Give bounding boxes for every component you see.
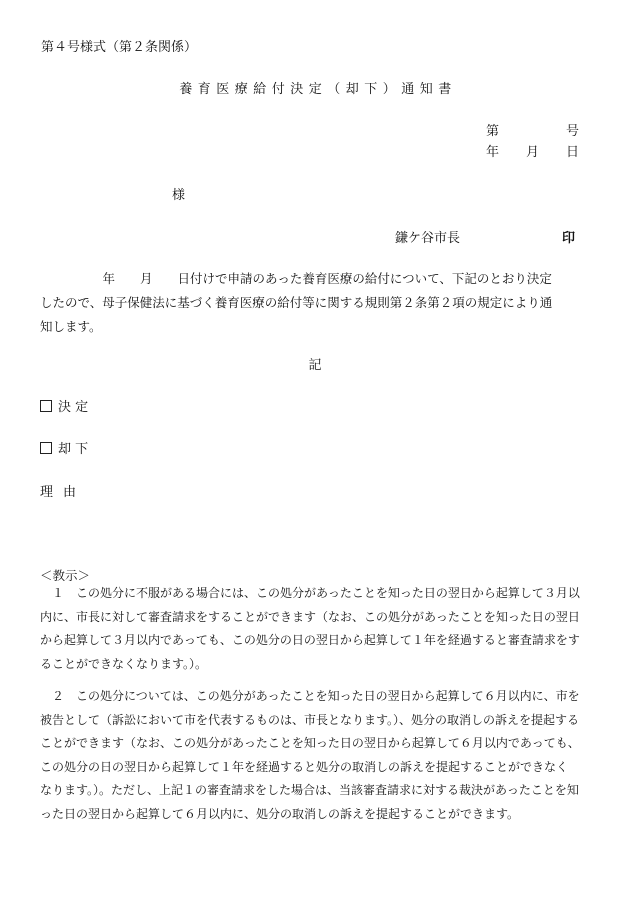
decision-option: [40, 396, 88, 415]
body-line: したので、母子保健法に基づく養育医療の給付等に関する規則第２条第２項の規定により通: [40, 295, 553, 310]
rejection-checkbox[interactable]: [40, 442, 52, 454]
record-heading: 記: [308, 358, 322, 373]
notice-item-1: [40, 582, 588, 676]
notice-line: ２ この処分については、この処分があったことを知った日の翌日から起算して６月以内に、市を: [40, 689, 580, 703]
notice-line: った日の翌日から起算して６月以内に、処分の取消しの訴えを提起することができます。: [40, 806, 520, 821]
notice-item-2: [40, 685, 588, 826]
notice-line: ることができなくなります。）。: [40, 656, 208, 671]
document-number-prefix: 第: [486, 124, 500, 139]
notice-line: １ この処分に不服がある場合には、この処分があったことを知った日の翌日から起算して３月以: [40, 586, 580, 600]
document-number-suffix: 号: [566, 124, 580, 139]
date-day-label: 日: [566, 145, 580, 160]
body-line: 知します。: [40, 319, 102, 334]
document-title: 養育医療給付決定（却下）通知書: [179, 82, 457, 97]
body-line: 年 月 日付けで申請のあった養育医療の給付について、下記のとおり決定: [40, 271, 552, 286]
date-year-label: 年: [486, 145, 500, 160]
date-month-label: 月: [526, 145, 540, 160]
decision-checkbox[interactable]: [40, 400, 52, 412]
issuer-name: 鎌ケ谷市長: [395, 231, 461, 246]
notice-line: 被告として（訴訟において市を代表するものは、市長となります。）、処分の取消しの訴えを提起する: [40, 712, 580, 727]
notice-line: ことができます（なお、この処分があったことを知った日の翌日から起算して６月以内であっても、: [40, 736, 580, 750]
rejection-option: [40, 438, 88, 457]
reason-label: 理由: [40, 485, 87, 500]
notice-heading: ＜教示＞: [40, 568, 91, 583]
notice-line: 内に、市長に対して審査請求をすることができます（なお、この処分があったことを知った日の翌日: [40, 609, 580, 624]
body-paragraph: [40, 267, 588, 339]
rejection-label: 却 下: [58, 442, 89, 457]
notice-line: この処分の日の翌日から起算して１年を経過すると処分の取消しの訴えを提起することができなく: [40, 759, 569, 774]
notice-line: から起算して３月以内であっても、この処分の日の翌日から起算して１年を経過すると審査請求をす: [40, 633, 580, 647]
form-number: 第４号様式（第２条関係）: [41, 40, 198, 55]
addressee-honorific: 様: [172, 188, 186, 203]
notice-line: なります。）。ただし、上記１の審査請求をした場合は、当該審査請求に対する裁決があったことを知: [40, 783, 579, 797]
seal-mark: 印: [562, 231, 576, 246]
decision-label: 決 定: [58, 400, 89, 415]
